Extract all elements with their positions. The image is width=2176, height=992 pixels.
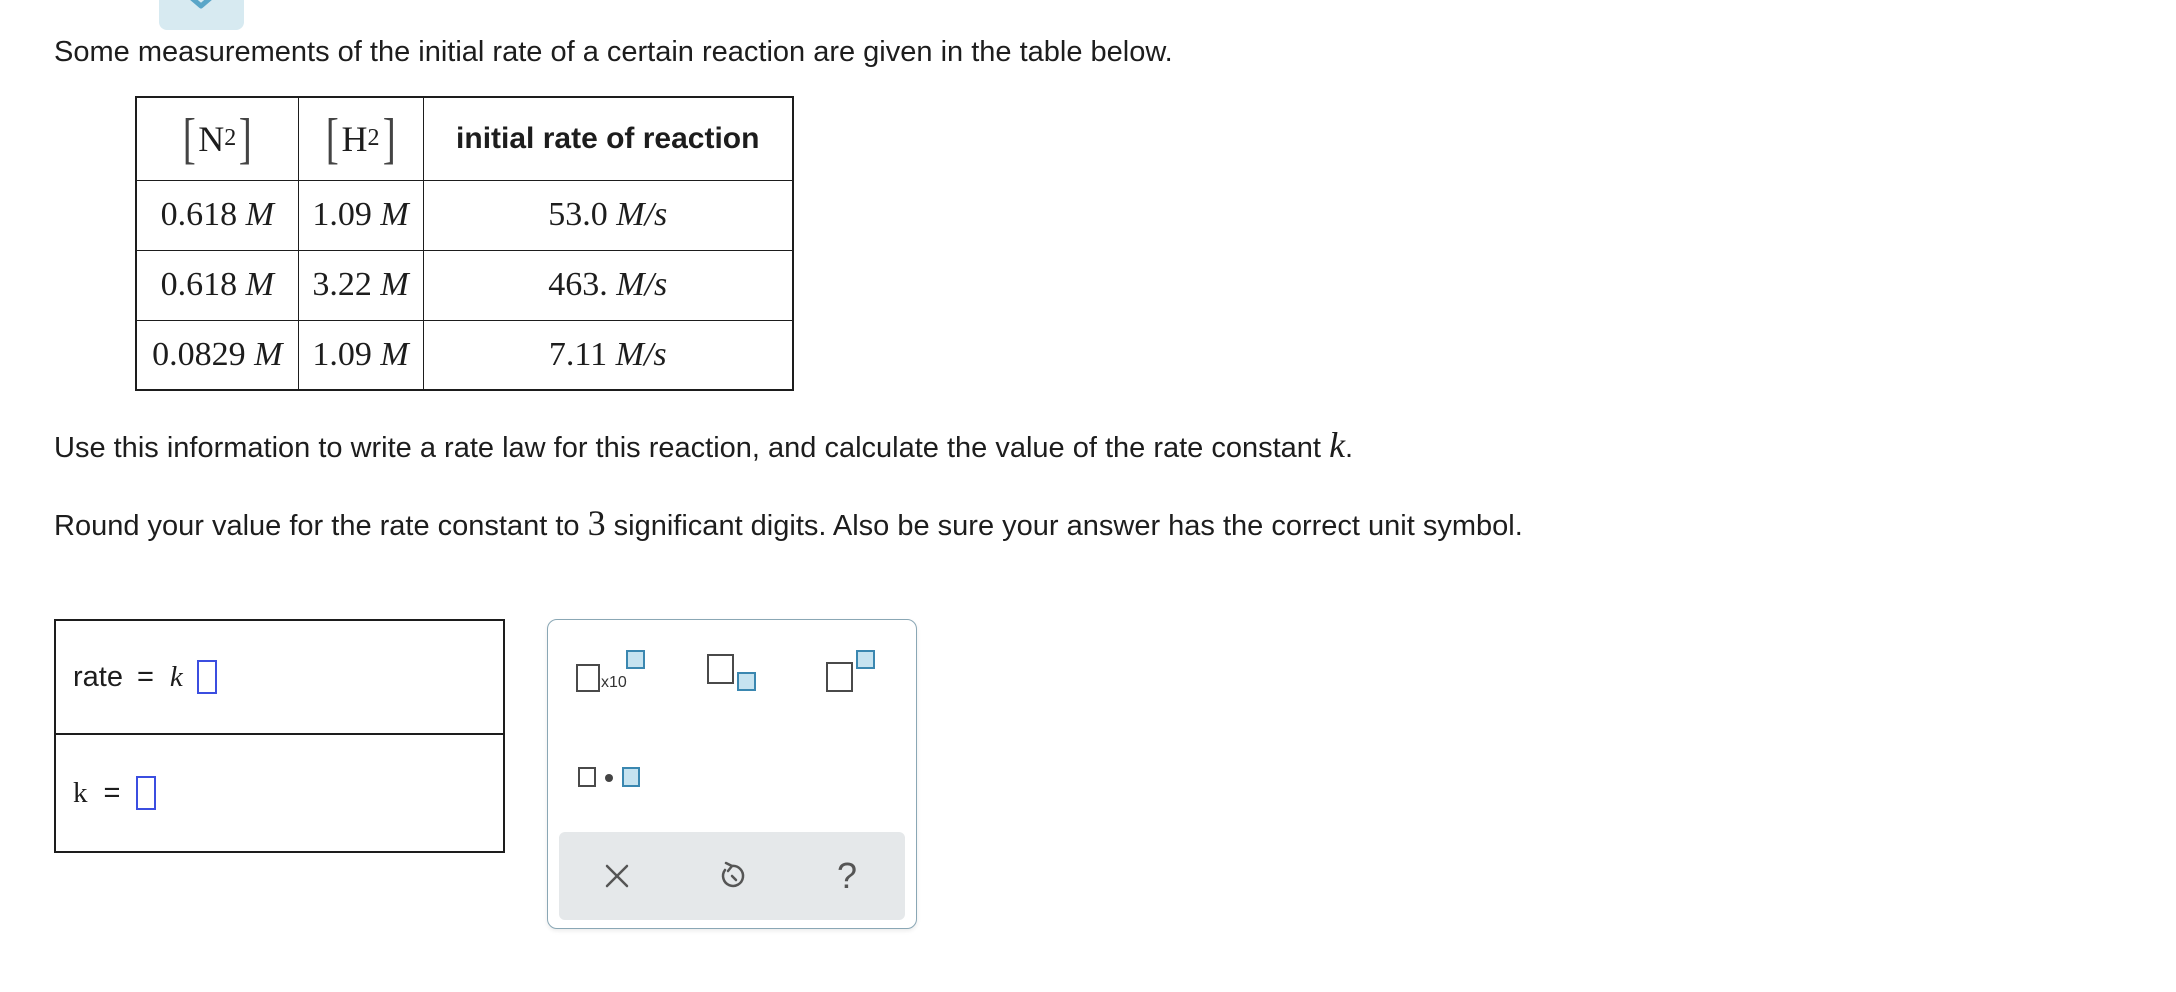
subscript-button[interactable]	[707, 654, 762, 704]
cell-rate: 463. M/s	[423, 250, 793, 320]
scientific-notation-button[interactable]	[576, 650, 646, 700]
answer-box	[54, 619, 505, 853]
table-row	[136, 250, 793, 320]
header-initial-rate: initial rate of reaction	[423, 97, 793, 180]
help-button[interactable]	[817, 832, 877, 920]
cell-rate: 7.11 M/s	[423, 320, 793, 390]
table-row	[136, 180, 793, 250]
multiplication-dot-button[interactable]	[578, 764, 648, 794]
cell-n2: 0.618 M	[136, 180, 298, 250]
cell-n2: 0.0829 M	[136, 320, 298, 390]
base-box-icon	[576, 664, 600, 692]
superscript-box-icon	[856, 650, 875, 669]
header-n2: [ N 2 ]	[136, 97, 298, 180]
chevron-down-icon	[181, 0, 221, 18]
instruction-rounding: Round your value for the rate constant to 3 significant digits. Also be sure your answer has the correct unit symbol.	[54, 503, 1523, 543]
factor-box-icon	[578, 767, 596, 787]
equals-sign: =	[103, 776, 121, 809]
superscript-button[interactable]	[826, 650, 881, 700]
intro-text: Some measurements of the initial rate of a certain reaction are given in the table below.	[54, 36, 1173, 68]
table-header-row	[136, 97, 793, 180]
base-box-icon	[826, 662, 853, 692]
table-row	[136, 320, 793, 390]
k-value-row	[56, 735, 503, 851]
header-h2: [ H 2 ]	[298, 97, 423, 180]
clear-button[interactable]	[587, 832, 647, 920]
cell-n2: 0.618 M	[136, 250, 298, 320]
dot-icon	[605, 774, 613, 782]
help-icon: ?	[836, 855, 858, 896]
close-icon	[604, 863, 630, 889]
rate-data-table	[135, 96, 794, 391]
equals-sign: =	[136, 660, 154, 693]
cell-h2: 3.22 M	[298, 250, 423, 320]
k-label: k	[73, 776, 88, 809]
subscript-box-icon	[737, 672, 756, 691]
cell-rate: 53.0 M/s	[423, 180, 793, 250]
cell-h2: 1.09 M	[298, 320, 423, 390]
rate-constant-symbol: k	[169, 660, 183, 693]
rate-label: rate	[73, 660, 123, 693]
instruction-rate-law: Use this information to write a rate law for this reaction, and calculate the value of the rate constant k.	[54, 425, 1354, 465]
k-value-input[interactable]	[136, 776, 156, 810]
rate-law-input[interactable]	[197, 660, 217, 694]
base-box-icon	[707, 654, 734, 684]
rate-law-row	[56, 621, 503, 735]
exponent-box-icon	[626, 650, 645, 669]
undo-button[interactable]	[702, 832, 762, 920]
x10-label: x10	[601, 674, 627, 691]
undo-icon	[717, 861, 747, 891]
math-palette	[547, 619, 917, 929]
factor-box-icon	[622, 767, 640, 787]
collapse-chevron-button[interactable]	[159, 0, 244, 30]
palette-footer	[559, 832, 905, 920]
cell-h2: 1.09 M	[298, 180, 423, 250]
